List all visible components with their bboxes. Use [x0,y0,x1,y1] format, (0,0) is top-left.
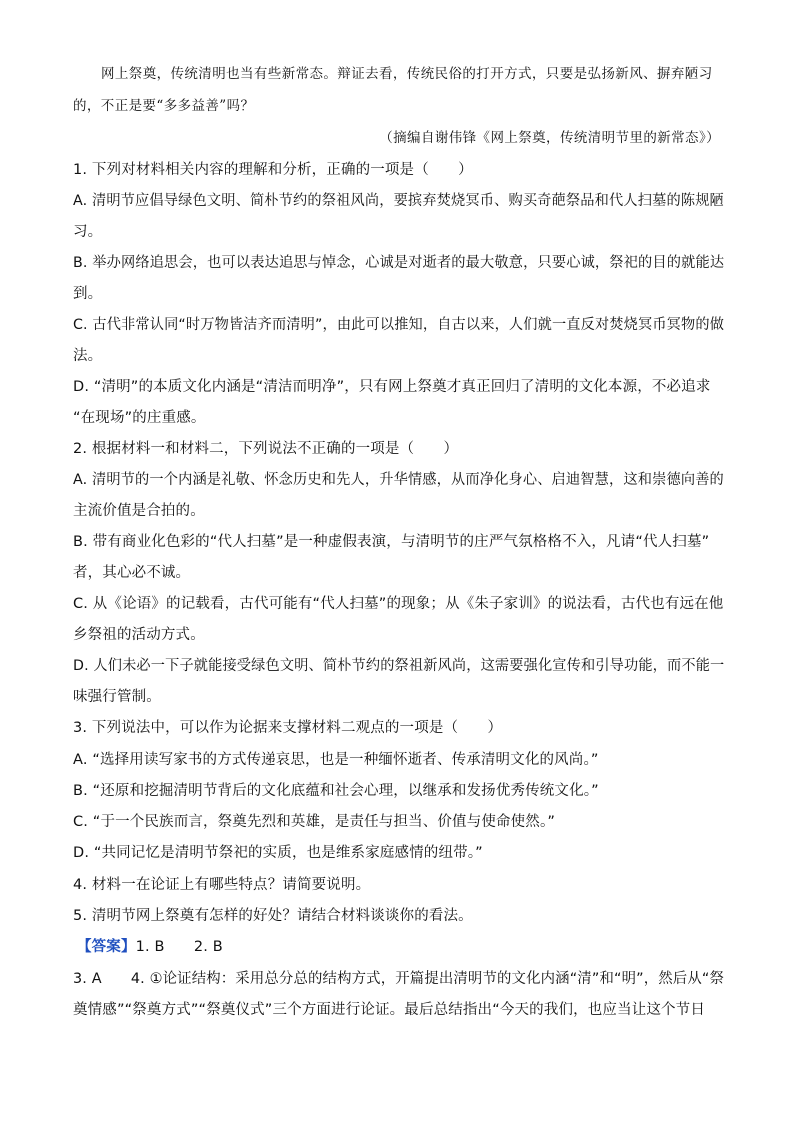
q1-option-d-line-2: “在现场”的庄重感。 [73,410,206,426]
q2-option-b-line-1: B. 带有商业化色彩的“代人扫墓”是一种虚假表演，与清明节的庄严气氛格格不入，凡请“代人扫墓” [73,534,710,550]
q2-option-d-line-1: D. 人们未必一下子就能接受绿色文明、简朴节约的祭祖新风尚，这需要强化宣传和引导功能，而不能一 [73,658,725,674]
q1-option-a-line-1: A. 清明节应倡导绿色文明、简朴节约的祭祖风尚，要摈弃焚烧冥币、购买奇葩祭品和代人扫墓的陈规陋 [73,193,724,209]
q3-option-a: A. “选择用读写家书的方式传递哀思，也是一种缅怀逝者、传承清明文化的风尚。” [73,752,599,768]
q1-option-a-line-2: 习。 [73,224,103,240]
passage-line-1: 网上祭奠，传统清明也当有些新常态。辩证去看，传统民俗的打开方式，只要是弘扬新风、摒弃陋习 [101,66,713,82]
q1-option-c-line-2: 法。 [73,348,103,364]
q1-option-b-line-1: B. 举办网络追思会，也可以表达追思与悼念，心诚是对逝者的最大敬意，只要心诚，祭祀的目的就能达 [73,255,725,271]
q3-option-d: D. “共同记忆是清明节祭祀的实质，也是维系家庭感情的纽带。” [73,845,483,861]
answer-line-2: 3. A 4. ①论证结构：采用总分总的结构方式，开篇提出清明节的文化内涵“清”和“明”，然后从“祭 [73,971,725,987]
question-3-stem: 3. 下列说法中，可以作为论据来支撑材料二观点的一项是（ ） [73,720,503,736]
q2-option-c-line-2: 乡祭祖的活动方式。 [73,627,205,643]
answer-line-3: 奠情感”“祭奠方式”“祭奠仪式”三个方面进行论证。最后总结指出“今天的我们，也应当让这个节日 [73,1002,705,1018]
q2-option-c-line-1: C. 从《论语》的记载看，古代可能有“代人扫墓”的现象；从《朱子家训》的说法看，古代也有远在他 [73,596,724,612]
q1-option-b-line-2: 到。 [73,286,103,302]
q2-option-a-line-1: A. 清明节的一个内涵是礼敬、怀念历史和先人，升华情感，从而净化身心、启迪智慧，这和崇德向善的 [73,472,724,488]
q2-option-d-line-2: 味强行管制。 [73,689,161,705]
answer-line-1 [77,937,223,957]
q1-option-c-line-1: C. 古代非常认同“时万物皆洁齐而清明”，由此可以推知，自古以来，人们就一直反对焚烧冥币冥物的做 [73,317,725,333]
answer-1-2: 1. B 2. B [135,939,223,955]
q2-option-a-line-2: 主流价值是合拍的。 [73,503,205,519]
q3-option-c: C. “于一个民族而言，祭奠先烈和英雄，是责任与担当、价值与使命使然。” [73,814,556,830]
passage-line-2: 的，不正是要“多多益善”吗？ [73,98,255,114]
question-5-stem: 5. 清明节网上祭奠有怎样的好处？请结合材料谈谈你的看法。 [73,908,473,924]
question-4-stem: 4. 材料一在论证上有哪些特点？请简要说明。 [73,877,371,893]
q2-option-b-line-2: 者，其心必不诚。 [73,565,191,581]
q1-option-d-line-1: D. “清明”的本质文化内涵是“清洁而明净”，只有网上祭奠才真正回归了清明的文化本源，不必追求 [73,379,711,395]
question-2-stem: 2. 根据材料一和材料二，下列说法不正确的一项是（ ） [73,441,459,457]
q3-option-b: B. “还原和挖掘清明节背后的文化底蕴和社会心理，以继承和发扬优秀传统文化。” [73,783,599,799]
question-1-stem: 1. 下列对材料相关内容的理解和分析，正确的一项是（ ） [73,162,473,178]
passage-source: （摘编自谢伟锋《网上祭奠，传统清明节里的新常态》） [379,130,720,146]
answer-label: 【答案】 [77,939,136,955]
